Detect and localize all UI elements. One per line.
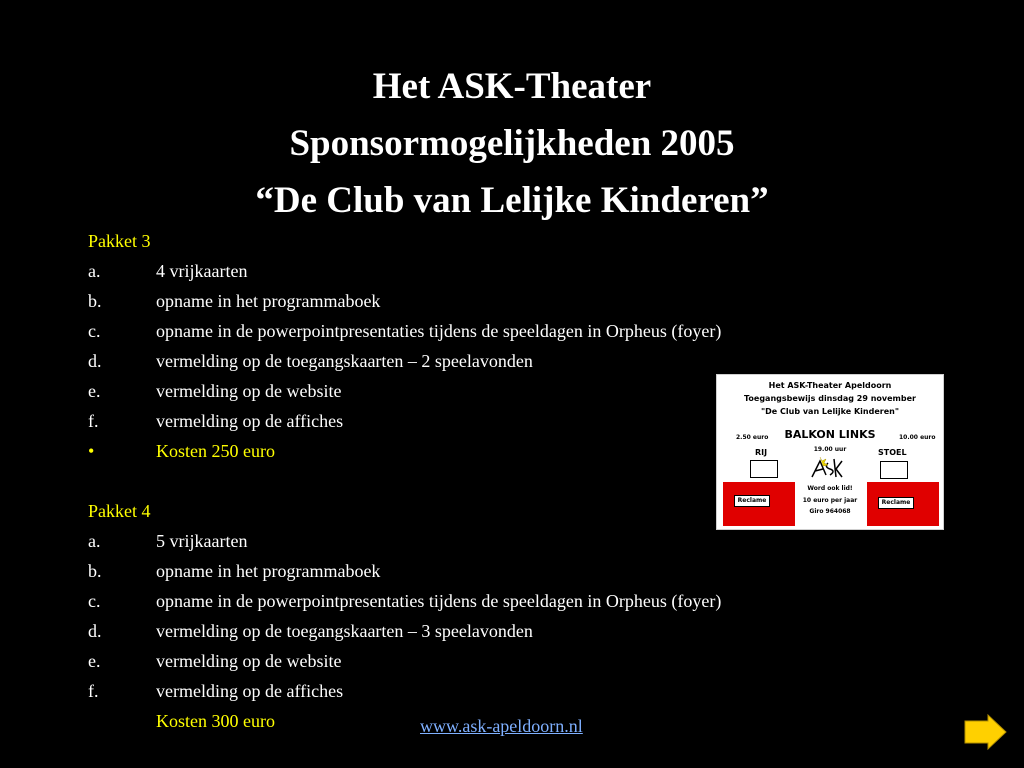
ticket-stoel-label: STOEL (878, 448, 907, 457)
list-item: f. vermelding op de affiches (88, 411, 344, 431)
ticket-line-3: "De Club van Lelijke Kinderen" (760, 407, 900, 416)
list-item: c. opname in de powerpointpresentaties tijdens de speeldagen in Orpheus (foyer) (88, 591, 722, 611)
ticket-reclame-left: Reclame (734, 495, 770, 507)
title-line-2: Sponsormogelijkheden 2005 (289, 123, 735, 164)
title-line-3: “De Club van Lelijke Kinderen” (255, 180, 769, 221)
list-item: d. vermelding op de toegangskaarten – 2 speelavonden (88, 351, 533, 371)
ticket-line-1: Het ASK-Theater Apeldoorn (768, 381, 892, 390)
list-item: e. vermelding op de website (88, 651, 342, 671)
list-item: b. opname in het programmaboek (88, 561, 381, 581)
ticket-rij-box (750, 460, 778, 478)
arrow-right-icon[interactable] (962, 713, 1008, 751)
ticket-promo-2: 10 euro per jaar (802, 497, 858, 504)
ticket-promo-1: Word ook lid! (807, 485, 853, 492)
ticket-reclame-right: Reclame (878, 497, 914, 509)
ticket-time: 19.00 uur (813, 446, 847, 453)
ticket-rij-label: RIJ (755, 448, 768, 457)
package-3-heading: Pakket 3 (88, 231, 151, 251)
slide-title (0, 58, 1024, 229)
list-item: c. opname in de powerpointpresentaties tijdens de speeldagen in Orpheus (foyer) (88, 321, 722, 341)
package-4-cost: Kosten 300 euro (156, 711, 275, 731)
list-item: a. 4 vrijkaarten (88, 261, 248, 281)
ticket-price-left: 2.50 euro (736, 434, 769, 441)
ticket-line-2: Toegangsbewijs dinsdag 29 november (744, 394, 916, 403)
list-item: b. opname in het programmaboek (88, 291, 381, 311)
ticket-promo-3: Giro 964068 (809, 508, 851, 515)
title-line-1: Het ASK-Theater (372, 66, 652, 107)
list-item: a. 5 vrijkaarten (88, 531, 248, 551)
spacer (88, 466, 151, 496)
list-item: e. vermelding op de website (88, 381, 342, 401)
list-item: f. vermelding op de affiches (88, 681, 344, 701)
package-4-heading: Pakket 4 (88, 501, 151, 521)
ticket-image (716, 374, 944, 530)
ticket-section: BALKON LINKS (784, 428, 876, 441)
ticket-stoel-box (880, 461, 908, 479)
ask-logo-icon (810, 455, 844, 483)
package-3-cost: • Kosten 250 euro (88, 441, 275, 461)
list-item: d. vermelding op de toegangskaarten – 3 speelavonden (88, 621, 533, 641)
website-link[interactable]: www.ask-apeldoorn.nl (420, 716, 583, 736)
ticket-price-right: 10.00 euro (899, 434, 936, 441)
